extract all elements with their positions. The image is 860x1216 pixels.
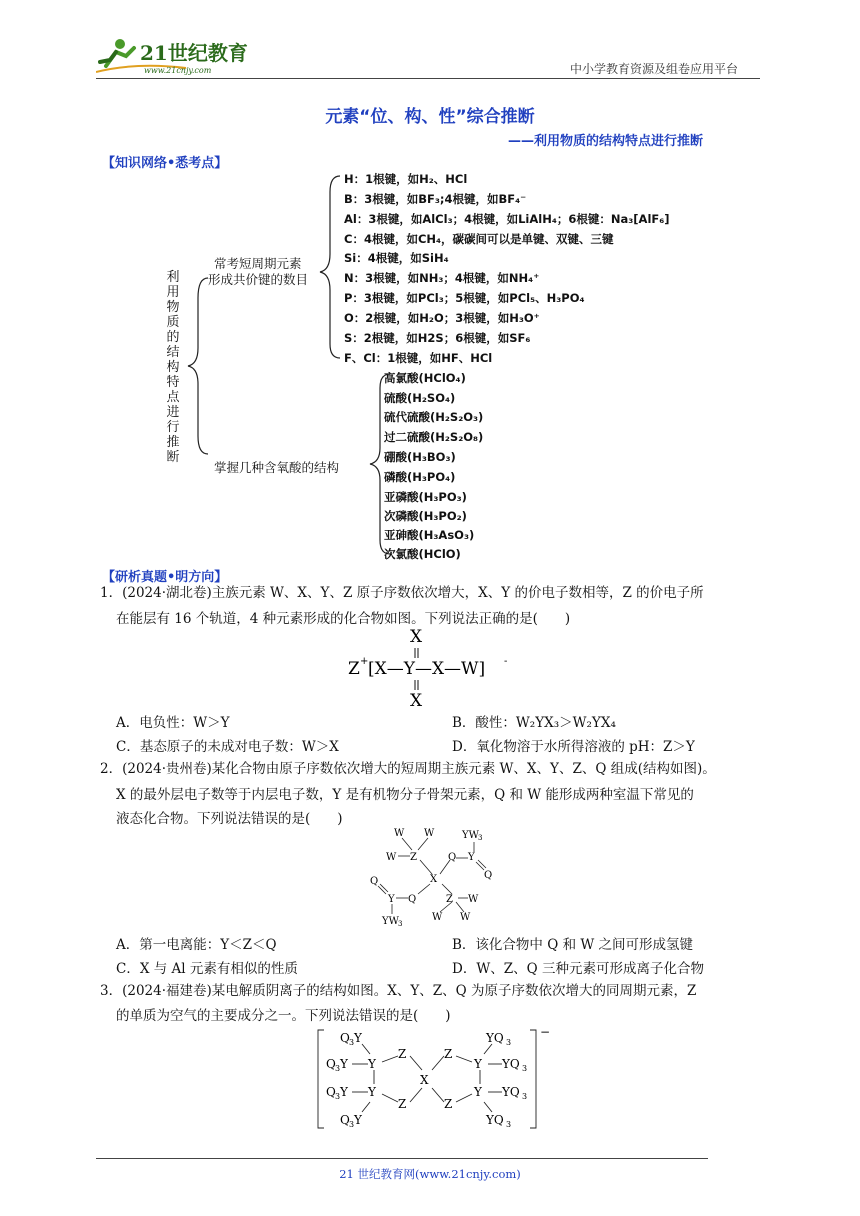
svg-text:X: X xyxy=(430,874,438,885)
svg-text:3: 3 xyxy=(398,920,403,928)
q2-line2: X 的最外层电子数等于内层电子数，Y 是有机物分子骨架元素，Q 和 W 能形成两种室温下常见的 xyxy=(116,787,694,803)
svg-text:Q: Q xyxy=(340,1031,350,1045)
brand-text: 中小学教育资源及组卷应用平台 xyxy=(570,62,739,76)
bond-item: O：2根键，如H₂O；3根键，如H₃O⁺ xyxy=(344,311,540,325)
bond-item: Si：4根键，如SiH₄ xyxy=(344,251,449,265)
svg-text:[X—Y—X—W]: [X—Y—X—W] xyxy=(368,659,486,679)
svg-text:YW: YW xyxy=(382,916,399,927)
svg-text:3: 3 xyxy=(335,1092,341,1101)
bond-item: Al：3根键，如AlCl₃；4根键，如LiAlH₄；6根键：Na₃[AlF₆] xyxy=(344,212,670,226)
svg-text:W: W xyxy=(386,852,397,863)
svg-text:W: W xyxy=(468,894,479,905)
svg-text:Y: Y xyxy=(368,1085,376,1099)
svg-text:W: W xyxy=(394,828,405,839)
branch1-line2: 形成共价键的数目 xyxy=(208,272,309,287)
svg-text:Q: Q xyxy=(370,876,379,887)
svg-text:X: X xyxy=(420,1073,429,1087)
svg-text:3: 3 xyxy=(478,834,483,842)
q2-line3: 液态化合物。下列说法错误的是( ) xyxy=(116,811,343,827)
svg-text:Y: Y xyxy=(340,1085,348,1099)
q1-line1: 1．(2024·湖北卷)主族元素 W、X、Y、Z 原子序数依次增大，X、Y 的价电子数相等，Z 的价电子所 xyxy=(100,585,704,601)
svg-text:Y: Y xyxy=(474,1057,482,1071)
svg-text:Z: Z xyxy=(446,894,453,905)
svg-text:3: 3 xyxy=(349,1038,355,1047)
svg-text:Y: Y xyxy=(368,1057,376,1071)
svg-text:X: X xyxy=(410,691,423,710)
svg-text:W: W xyxy=(424,828,435,839)
tree-root: 利用物质的结构特点进行推断 xyxy=(166,270,180,465)
bond-item: F、Cl：1根键，如HF、HCl xyxy=(344,351,493,365)
q1-option-b: B．酸性：W₂YX₃＞W₂YX₄ xyxy=(452,715,616,731)
svg-text:Y: Y xyxy=(474,1085,482,1099)
svg-text:3: 3 xyxy=(349,1120,355,1129)
svg-text:W: W xyxy=(460,912,471,923)
svg-text:-: - xyxy=(504,656,508,667)
logo-text: 21世纪教育 xyxy=(140,41,248,65)
q3-line2: 的单质为空气的主要成分之一。下列说法错误的是( ) xyxy=(116,1008,451,1024)
svg-text:Y: Y xyxy=(354,1031,362,1045)
acid-item: 次磷酸(H₃PO₂) xyxy=(384,509,467,523)
q2-structure xyxy=(360,826,500,930)
svg-text:Y: Y xyxy=(468,852,475,863)
footer-text: 21 世纪教育网(www.21cnjy.com) xyxy=(339,1167,521,1181)
svg-text:Y: Y xyxy=(340,1057,348,1071)
svg-text:−: − xyxy=(540,1026,551,1039)
q1-option-a: A．电负性：W＞Y xyxy=(116,715,230,731)
svg-text:3: 3 xyxy=(335,1064,341,1073)
bond-item: N：3根键，如NH₃；4根键，如NH₄⁺ xyxy=(344,271,540,285)
svg-text:Z: Z xyxy=(444,1047,453,1061)
acid-item: 硫酸(H₂SO₄) xyxy=(384,391,456,405)
svg-text:Q: Q xyxy=(326,1085,336,1099)
acid-item: 硫代硫酸(H₂S₂O₃) xyxy=(384,410,484,424)
site-logo xyxy=(96,36,266,78)
acid-item: 过二硫酸(H₂S₂O₈) xyxy=(384,430,484,444)
q2-option-d: D．W、Z、Q 三种元素可形成离子化合物 xyxy=(452,961,704,977)
svg-text:Q: Q xyxy=(326,1057,336,1071)
q1-option-c: C．基态原子的未成对电子数：W＞X xyxy=(116,739,339,755)
bond-item: B：3根键，如BF₃;4根键，如BF₄⁻ xyxy=(344,192,527,206)
acid-item: 硼酸(H₃BO₃) xyxy=(384,450,456,464)
svg-text:Z: Z xyxy=(348,659,360,679)
svg-text:Q: Q xyxy=(484,870,493,881)
acid-item: 次氯酸(HClO) xyxy=(384,547,461,561)
acid-item: 亚砷酸(H₃AsO₃) xyxy=(384,528,475,542)
svg-text:Y: Y xyxy=(354,1113,362,1127)
acid-item: 亚磷酸(H₃PO₃) xyxy=(384,490,467,504)
logo-url: www.21cnjy.com xyxy=(144,66,212,75)
svg-text:Q: Q xyxy=(408,894,417,905)
footer-divider xyxy=(96,1158,708,1159)
page-subtitle: ——利用物质的结构特点进行推断 xyxy=(508,134,704,149)
section-knowledge: 【知识网络•悉考点】 xyxy=(102,156,228,171)
q3-structure xyxy=(312,1026,552,1132)
acid-item: 高氯酸(HClO₄) xyxy=(384,371,466,385)
bond-item: P：3根键，如PCl₃；5根键，如PCl₅、H₃PO₄ xyxy=(344,291,585,305)
tree-braces xyxy=(180,168,400,568)
q2-option-b: B．该化合物中 Q 和 W 之间可形成氢键 xyxy=(452,937,694,953)
q1-option-d: D．氧化物溶于水所得溶液的 pH：Z＞Y xyxy=(452,739,695,755)
svg-text:Q: Q xyxy=(448,852,457,863)
svg-text:YQ: YQ xyxy=(502,1085,520,1099)
q1-structure xyxy=(340,624,530,710)
acid-item: 磷酸(H₃PO₄) xyxy=(384,470,456,484)
bond-item: H：1根键，如H₂、HCl xyxy=(344,172,468,186)
branch1-line1: 常考短周期元素 xyxy=(214,256,302,271)
svg-text:+: + xyxy=(360,656,369,667)
svg-text:3: 3 xyxy=(506,1038,512,1047)
section-exam: 【研析真题•明方向】 xyxy=(102,570,228,585)
svg-text:YQ: YQ xyxy=(502,1057,520,1071)
branch2-label: 掌握几种含氧酸的结构 xyxy=(214,460,340,475)
svg-text:3: 3 xyxy=(522,1064,528,1073)
header-divider xyxy=(96,78,760,79)
svg-text:3: 3 xyxy=(506,1120,512,1129)
svg-text:Z: Z xyxy=(398,1097,407,1111)
svg-text:Y: Y xyxy=(388,894,395,905)
svg-text:YQ: YQ xyxy=(486,1031,504,1045)
svg-text:Z: Z xyxy=(410,852,417,863)
svg-text:3: 3 xyxy=(522,1092,528,1101)
svg-text:Q: Q xyxy=(340,1113,350,1127)
svg-text:YQ: YQ xyxy=(486,1113,504,1127)
q1-line2: 在能层有 16 个轨道，4 种元素形成的化合物如图。下列说法正确的是( ) xyxy=(116,611,571,627)
bond-item: S：2根键，如H2S；6根键，如SF₆ xyxy=(344,331,531,345)
svg-text:W: W xyxy=(432,912,443,923)
q3-line1: 3．(2024·福建卷)某电解质阴离子的结构如图。X、Y、Z、Q 为原子序数依次增大的同周期元素，Z xyxy=(100,983,697,999)
bond-item: C：4根键，如CH₄，碳碳间可以是单键、双键、三键 xyxy=(344,232,614,246)
page-title: 元素“位、构、性”综合推断 xyxy=(325,107,535,127)
q2-option-a: A．第一电离能：Y＜Z＜Q xyxy=(116,937,277,953)
svg-text:Z: Z xyxy=(444,1097,453,1111)
q2-option-c: C．X 与 Al 元素有相似的性质 xyxy=(116,961,298,977)
svg-text:Z: Z xyxy=(398,1047,407,1061)
svg-text:X: X xyxy=(410,627,423,647)
q2-line1: 2．(2024·贵州卷)某化合物由原子序数依次增大的短周期主族元素 W、X、Y、Z、Q 组成(结构如图)。 xyxy=(100,761,716,777)
svg-text:YW: YW xyxy=(462,830,479,841)
